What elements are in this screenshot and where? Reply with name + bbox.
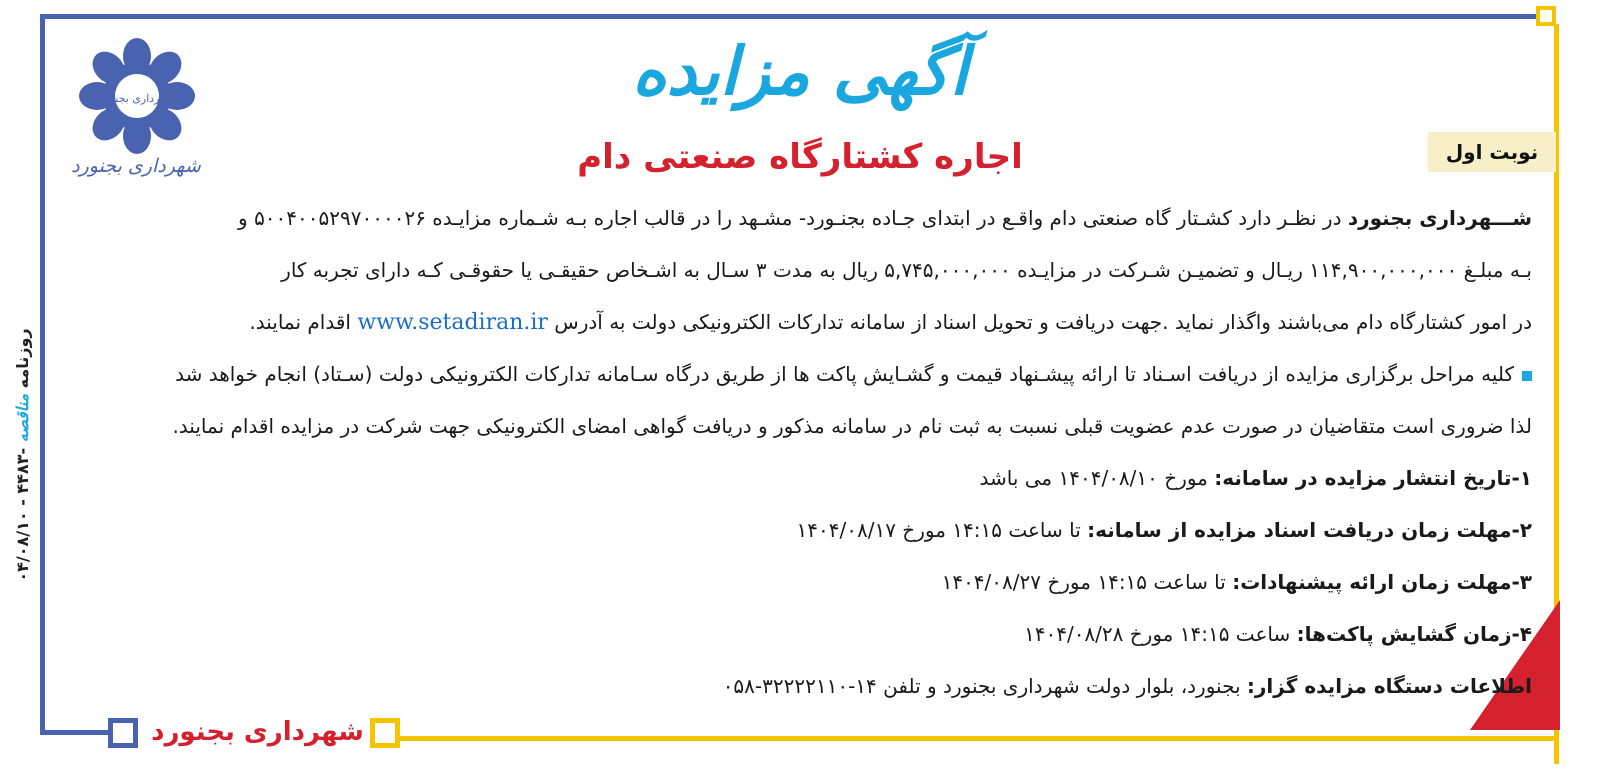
frame-border-bottom-right bbox=[400, 736, 1558, 741]
side-publication-info bbox=[6, 290, 40, 620]
schedule-item-label: ۱-تاریخ انتشار مزایده در سامانه: bbox=[1214, 466, 1532, 490]
corner-square-icon bbox=[1536, 6, 1556, 26]
body-line bbox=[70, 192, 1532, 244]
side-issue: -۴۴۸۳ - ۰۴/۰۸/۱۰ bbox=[13, 447, 32, 582]
logo-caption: شهرداری بجنورد bbox=[71, 155, 201, 177]
side-paper-prefix: روزنامه bbox=[13, 328, 32, 389]
setadiran-link[interactable]: www.setadiran.ir bbox=[357, 310, 548, 335]
yellow-square-icon bbox=[370, 718, 400, 748]
contact-info bbox=[70, 660, 1532, 712]
body-line bbox=[70, 348, 1532, 400]
schedule-item-text: مورخ ۱۴۰۴/۰۸/۱۰ می باشد bbox=[979, 466, 1215, 490]
notice-body bbox=[70, 192, 1532, 712]
schedule-item-label: ۳-مهلت زمان ارائه پیشنهادات: bbox=[1232, 570, 1532, 594]
body-text: لذا ضروری است متقاضیان در صورت عدم عضویت قبلی نسبت به ثبت نام در سامانه مذکور و دریافت گواهی امضای الکترونیکی جهت شرکت در مزایده اقدام نمایند. bbox=[172, 414, 1532, 438]
page-title: آگهی مزایده bbox=[632, 33, 968, 110]
blue-square-icon bbox=[108, 718, 138, 748]
body-line bbox=[70, 400, 1532, 452]
schedule-item bbox=[70, 452, 1532, 504]
schedule-item-text: تا ساعت ۱۴:۱۵ مورخ ۱۴۰۴/۰۸/۱۷ bbox=[796, 518, 1088, 542]
body-text: اقدام نمایند. bbox=[249, 310, 358, 334]
schedule-item-text: ساعت ۱۴:۱۵ مورخ ۱۴۰۴/۰۸/۲۸ bbox=[1023, 622, 1297, 646]
schedule-item bbox=[70, 556, 1532, 608]
schedule-item bbox=[70, 608, 1532, 660]
contact-label: اطلاعات دستگاه مزایده گزار: bbox=[1246, 674, 1532, 698]
contact-text: بجنورد، بلوار دولت شهرداری بجنورد و تلفن ۱۴-۳۲۲۲۲۱۱۰-۰۵۸ bbox=[722, 674, 1247, 698]
body-text: در نظـر دارد کشـتار گاه صنعتی دام واقـع در ابتدای جـاده بجنـورد- مشـهد را در قالب اجاره بـه شـماره مزایـده ۵۰۰۴۰۰۵۲۹۷۰۰۰۰۲۶ و bbox=[238, 206, 1348, 230]
schedule-item bbox=[70, 504, 1532, 556]
page-subtitle: اجاره کشتارگاه صنعتی دام bbox=[577, 137, 1023, 177]
body-line bbox=[70, 244, 1532, 296]
body-text: بـه مبلـغ ۱۱۴,۹۰۰,۰۰۰,۰۰۰ ریـال و تضمیـن شـرکت در مزایـده ۵,۷۴۵,۰۰۰,۰۰۰ ریال به مدت ۳ سـال به اشـخاص حقیقـی یا حقوقـی کـه دارای تجربه کار bbox=[281, 258, 1532, 282]
bullet-icon bbox=[1522, 371, 1532, 381]
side-paper-name: مناقصه bbox=[13, 393, 32, 443]
organization-name: شـــهرداری بجنورد bbox=[1347, 206, 1532, 230]
logo-emblem-text: شهرداری بجنورد bbox=[99, 92, 175, 105]
schedule-item-label: ۴-زمان گشایش پاکت‌ها: bbox=[1296, 622, 1532, 646]
footer-organization: شهرداری بجنورد bbox=[151, 717, 364, 747]
schedule-item-text: تا ساعت ۱۴:۱۵ مورخ ۱۴۰۴/۰۸/۲۷ bbox=[941, 570, 1233, 594]
schedule-item-label: ۲-مهلت زمان دریافت اسناد مزایده از سامانه: bbox=[1087, 518, 1532, 542]
frame-border-bottom-left bbox=[40, 730, 110, 735]
body-text: در امور کشتارگاه دام می‌باشند واگذار نماید .جهت دریافت و تحویل اسناد از سامانه تدارکات الکترونیکی دولت به آدرس bbox=[547, 310, 1532, 334]
frame-border-top bbox=[40, 14, 1536, 19]
body-text: کلیه مراحل برگزاری مزایده از دریافت اسـناد تا ارائه پیشـنهاد قیمت و گشـایش پاکت ها از طریق درگاه سـامانه تدارکات الکترونیکی دولت (سـتاد) انجام خواهد شد bbox=[175, 362, 1514, 386]
frame-border-left bbox=[40, 14, 45, 734]
round-badge: نوبت اول bbox=[1428, 132, 1556, 172]
body-line bbox=[70, 296, 1532, 348]
